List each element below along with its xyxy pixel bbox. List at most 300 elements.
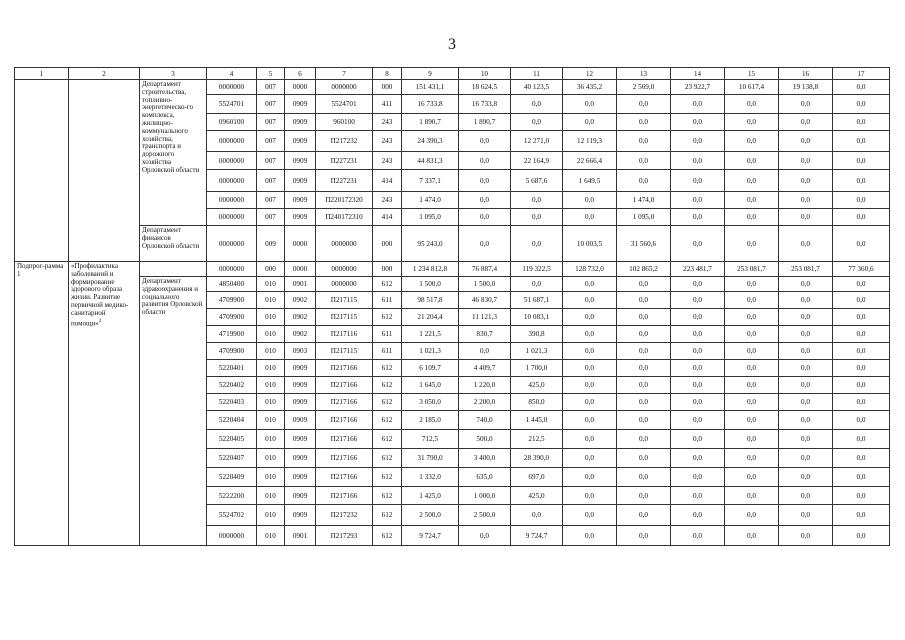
table-cell: 0,0	[563, 411, 617, 430]
header-row	[15, 68, 890, 80]
table-cell: 17	[833, 68, 890, 80]
table-cell: 2	[69, 68, 140, 80]
table-cell: 14	[671, 68, 725, 80]
table-cell: 0909	[285, 209, 316, 226]
table-cell: 0,0	[459, 170, 511, 192]
table-cell: 0,0	[563, 468, 617, 487]
table-cell: П217116	[316, 326, 373, 343]
table-cell: 243	[373, 131, 402, 152]
table-cell: 0,0	[833, 192, 890, 209]
table-cell: 007	[257, 95, 285, 114]
table-cell: 414	[373, 209, 402, 226]
table-cell: 0,0	[671, 170, 725, 192]
table-cell: 612	[373, 309, 402, 326]
table-cell: 22 164,9	[511, 152, 563, 170]
table-cell: 0,0	[725, 114, 779, 131]
table-cell: 4 409,7	[459, 360, 511, 377]
table-cell: 0,0	[459, 192, 511, 209]
table-cell: 1 021,3	[402, 343, 459, 360]
table-cell: 0,0	[671, 526, 725, 546]
table-cell: 0,0	[617, 292, 671, 309]
table-cell	[140, 262, 207, 277]
table-cell: 0909	[285, 430, 316, 449]
table-cell: 612	[373, 277, 402, 292]
table-cell: 0,0	[617, 487, 671, 505]
table-cell: 1 221,5	[402, 326, 459, 343]
table-cell: 0909	[285, 360, 316, 377]
table-cell: П227231	[316, 152, 373, 170]
table-cell: 4709900	[207, 343, 257, 360]
table-cell: П220172320	[316, 192, 373, 209]
table-cell: 0909	[285, 377, 316, 394]
table-cell: 0,0	[725, 505, 779, 526]
table-cell: 0,0	[511, 277, 563, 292]
table-cell: 13	[617, 68, 671, 80]
table-cell: 243	[373, 114, 402, 131]
table-cell: 0,0	[833, 377, 890, 394]
table-cell: 010	[257, 343, 285, 360]
table-cell: 1 700,0	[511, 360, 563, 377]
table-cell: 0,0	[833, 80, 890, 95]
table-cell: 0,0	[563, 292, 617, 309]
table-cell: 0,0	[833, 114, 890, 131]
table-cell: 000	[373, 226, 402, 262]
table-cell: 0,0	[833, 526, 890, 546]
table-cell: 3 050,0	[402, 394, 459, 411]
table-cell: 0,0	[779, 526, 833, 546]
table-cell: 0909	[285, 394, 316, 411]
page-number: 3	[448, 36, 456, 53]
table-cell: 0,0	[671, 394, 725, 411]
table-cell: 612	[373, 526, 402, 546]
table-row	[15, 80, 890, 95]
table-cell: 0,0	[671, 95, 725, 114]
table-cell: П217166	[316, 487, 373, 505]
subprogram-label: Подпрог-рамма 1	[15, 262, 69, 546]
table-cell: 10 003,5	[563, 226, 617, 262]
table-cell: 1 095,0	[617, 209, 671, 226]
table-cell: 0,0	[833, 430, 890, 449]
table-cell: П227231	[316, 170, 373, 192]
table-cell: 0,0	[779, 449, 833, 468]
table-cell: 16 733,8	[402, 95, 459, 114]
table-cell: 0,0	[671, 226, 725, 262]
table-cell: 425,0	[511, 487, 563, 505]
table-cell: 007	[257, 152, 285, 170]
table-cell: 0,0	[563, 360, 617, 377]
table-cell: 0,0	[671, 360, 725, 377]
table-cell: 010	[257, 326, 285, 343]
table-cell: 1 500,0	[459, 277, 511, 292]
table-cell: 1 425,0	[402, 487, 459, 505]
table-cell: 0,0	[725, 449, 779, 468]
table-cell: 0,0	[563, 487, 617, 505]
table-cell: 0,0	[617, 468, 671, 487]
table-cell: 2 569,0	[617, 80, 671, 95]
table-cell: 0,0	[617, 343, 671, 360]
table-cell: 390,8	[511, 326, 563, 343]
table-cell: 0,0	[459, 343, 511, 360]
table-cell: 0000000	[207, 226, 257, 262]
table-cell: 0,0	[617, 131, 671, 152]
table-cell: 612	[373, 394, 402, 411]
table-cell: 0,0	[779, 192, 833, 209]
table-cell: 0909	[285, 95, 316, 114]
table-cell: 0,0	[779, 505, 833, 526]
table-cell: 0,0	[779, 360, 833, 377]
table-cell: 010	[257, 277, 285, 292]
table-cell: 0,0	[617, 95, 671, 114]
table-cell: 0902	[285, 292, 316, 309]
table-cell: 0,0	[833, 131, 890, 152]
table-cell: 1 474,0	[617, 192, 671, 209]
table-cell: 0909	[285, 114, 316, 131]
table-cell: 010	[257, 526, 285, 546]
table-cell: 0,0	[511, 209, 563, 226]
table-cell: 0,0	[459, 526, 511, 546]
table-cell: 0,0	[671, 430, 725, 449]
table-cell: 0,0	[725, 292, 779, 309]
table-cell: 009	[257, 226, 285, 262]
table-cell: 007	[257, 170, 285, 192]
table-cell: 0,0	[779, 411, 833, 430]
table-cell: 2 200,0	[459, 394, 511, 411]
table-cell: 0,0	[617, 170, 671, 192]
table-cell: 712,5	[402, 430, 459, 449]
table-cell: 4709900	[207, 309, 257, 326]
table-cell: 22 666,4	[563, 152, 617, 170]
table-cell: 0,0	[779, 152, 833, 170]
table-cell: 4709900	[207, 292, 257, 309]
table-cell: 0909	[285, 468, 316, 487]
table-cell: 010	[257, 468, 285, 487]
table-cell: 1 474,0	[402, 192, 459, 209]
table-cell: 128 732,0	[563, 262, 617, 277]
table-cell: 960100	[316, 114, 373, 131]
table-cell: 223 481,7	[671, 262, 725, 277]
table-cell: 0,0	[779, 114, 833, 131]
table-cell: 0000000	[207, 192, 257, 209]
table-cell: 11	[511, 68, 563, 80]
table-cell: П217166	[316, 411, 373, 430]
table-cell: 0,0	[833, 411, 890, 430]
table-cell: 10 617,4	[725, 80, 779, 95]
table-cell: 0,0	[671, 309, 725, 326]
table-cell: 0,0	[563, 326, 617, 343]
table-cell: 0,0	[725, 209, 779, 226]
table-cell: 0,0	[779, 95, 833, 114]
table-cell: 0,0	[563, 343, 617, 360]
table-cell: 0,0	[725, 343, 779, 360]
table-cell: 0,0	[459, 209, 511, 226]
table-cell: 0,0	[833, 343, 890, 360]
table-cell: 5 687,6	[511, 170, 563, 192]
table-cell: П217166	[316, 394, 373, 411]
table-cell: 007	[257, 114, 285, 131]
subprogram-name	[69, 262, 140, 546]
table-cell: П217232	[316, 505, 373, 526]
table-cell: 3	[140, 68, 207, 80]
table-cell: 0909	[285, 170, 316, 192]
table-cell: 253 081,7	[725, 262, 779, 277]
table-cell: 0,0	[833, 226, 890, 262]
table-cell: П217232	[316, 131, 373, 152]
table-cell: 5524701	[316, 95, 373, 114]
table-cell: 612	[373, 468, 402, 487]
table-cell: 0,0	[617, 411, 671, 430]
table-cell: 0,0	[511, 505, 563, 526]
table-cell: 0,0	[459, 226, 511, 262]
table-cell: 0000	[285, 80, 316, 95]
table-cell: 0000000	[316, 226, 373, 262]
subprogram-name-text: «Профилактика заболеваний и формирование здорового образа жизни. Развитие первичной медико-санитарной помощи»	[71, 262, 129, 327]
table-cell: 612	[373, 411, 402, 430]
table-cell: 010	[257, 430, 285, 449]
table-cell: 000	[373, 262, 402, 277]
table-cell: 0,0	[779, 170, 833, 192]
table-cell: 0,0	[833, 360, 890, 377]
table-cell: 9	[402, 68, 459, 80]
table-cell: 4850400	[207, 277, 257, 292]
table-cell: 697,0	[511, 468, 563, 487]
table-cell: 36 435,2	[563, 80, 617, 95]
table-cell: 1 332,0	[402, 468, 459, 487]
table-cell: 76 887,4	[459, 262, 511, 277]
table-cell: 0909	[285, 487, 316, 505]
table-cell: 612	[373, 360, 402, 377]
table-body	[15, 68, 890, 546]
table-cell: 0,0	[833, 487, 890, 505]
table-cell: 000	[257, 262, 285, 277]
table-cell: 0,0	[725, 430, 779, 449]
table-cell: 1 220,0	[459, 377, 511, 394]
table-cell: 0,0	[833, 449, 890, 468]
table-cell: 010	[257, 292, 285, 309]
table-cell: П240172310	[316, 209, 373, 226]
table-cell: 0,0	[563, 309, 617, 326]
table-cell: 0000000	[316, 80, 373, 95]
table-cell: 0000000	[207, 526, 257, 546]
table-cell: 21 204,4	[402, 309, 459, 326]
table-cell: 612	[373, 487, 402, 505]
table-cell: 0,0	[779, 430, 833, 449]
table-cell: 0,0	[671, 152, 725, 170]
table-cell: 0,0	[511, 226, 563, 262]
table-cell: 0,0	[459, 131, 511, 152]
table-cell: 51 687,1	[511, 292, 563, 309]
table-cell: 010	[257, 360, 285, 377]
table-cell: 5222200	[207, 487, 257, 505]
table-cell	[15, 80, 69, 262]
table-cell: П217115	[316, 292, 373, 309]
table-cell: 24 390,3	[402, 131, 459, 152]
table-cell: 0,0	[617, 152, 671, 170]
table-cell: 010	[257, 394, 285, 411]
table-cell: 850,0	[511, 394, 563, 411]
table-cell: 000	[373, 80, 402, 95]
table-cell: П217166	[316, 377, 373, 394]
table-cell: 2 500,0	[459, 505, 511, 526]
table-cell: 5220401	[207, 360, 257, 377]
table-cell: 612	[373, 430, 402, 449]
table-cell: 0,0	[725, 394, 779, 411]
table-cell: 31 560,6	[617, 226, 671, 262]
table-cell: 212,5	[511, 430, 563, 449]
table-cell: 18 624,5	[459, 80, 511, 95]
table-cell: 0,0	[725, 131, 779, 152]
table-cell: 0,0	[779, 394, 833, 411]
table-cell: 12	[563, 68, 617, 80]
table-cell: 0,0	[563, 114, 617, 131]
budget-table	[14, 67, 890, 546]
table-cell	[69, 80, 140, 262]
table-cell: 0,0	[671, 277, 725, 292]
table-cell: 1 649,5	[563, 170, 617, 192]
table-cell: 10	[459, 68, 511, 80]
table-cell: 1 500,0	[402, 277, 459, 292]
table-cell: 0,0	[563, 95, 617, 114]
table-cell: 0,0	[617, 360, 671, 377]
table-cell: 007	[257, 80, 285, 95]
table-cell: 0,0	[833, 326, 890, 343]
table-cell: 5220403	[207, 394, 257, 411]
table-cell: 0,0	[511, 114, 563, 131]
table-cell: 28 390,0	[511, 449, 563, 468]
table-cell: 0,0	[671, 292, 725, 309]
table-cell: 40 123,5	[511, 80, 563, 95]
table-cell: 5524701	[207, 95, 257, 114]
table-cell: 0,0	[779, 468, 833, 487]
table-cell: 0000000	[207, 80, 257, 95]
table-cell: П217166	[316, 360, 373, 377]
table-cell: 9 724,7	[511, 526, 563, 546]
table-cell: 0,0	[833, 277, 890, 292]
table-cell: 4	[207, 68, 257, 80]
table-cell: 77 360,6	[833, 262, 890, 277]
table-cell: 611	[373, 343, 402, 360]
table-cell: 0902	[285, 326, 316, 343]
table-cell: 0,0	[779, 326, 833, 343]
table-cell: 0,0	[725, 468, 779, 487]
table-cell: 0901	[285, 277, 316, 292]
table-cell: 0901	[285, 526, 316, 546]
table-cell: 0,0	[725, 192, 779, 209]
table-cell: 0,0	[617, 309, 671, 326]
table-cell: 414	[373, 170, 402, 192]
table-cell: 10 083,1	[511, 309, 563, 326]
table-cell: 0,0	[617, 326, 671, 343]
table-cell: 0,0	[671, 449, 725, 468]
table-cell: 6 109,7	[402, 360, 459, 377]
table-cell: 0,0	[779, 226, 833, 262]
table-cell: 0,0	[671, 505, 725, 526]
table-cell: 2 185,0	[402, 411, 459, 430]
table-cell: 0000000	[207, 209, 257, 226]
table-cell: 0,0	[725, 377, 779, 394]
table-row	[15, 226, 890, 262]
table-cell: 010	[257, 411, 285, 430]
table-cell: 0,0	[833, 152, 890, 170]
table-cell: 0,0	[617, 526, 671, 546]
table-cell: 5	[257, 68, 285, 80]
table-cell: 119 322,5	[511, 262, 563, 277]
table-cell: 0000000	[207, 262, 257, 277]
table-cell: 7	[316, 68, 373, 80]
table-cell: 8	[373, 68, 402, 80]
department-name: Департамент здравоохранения и социального развития Орловской области	[140, 277, 207, 546]
table-cell: 7 337,1	[402, 170, 459, 192]
table-cell: 1 445,0	[511, 411, 563, 430]
table-cell: 9 724,7	[402, 526, 459, 546]
table-cell: 0,0	[779, 209, 833, 226]
table-cell: 0909	[285, 449, 316, 468]
subprogram-total-row	[15, 262, 890, 277]
table-cell: 0,0	[725, 95, 779, 114]
table-cell: 0,0	[563, 192, 617, 209]
table-cell: 411	[373, 95, 402, 114]
table-cell: 2 500,0	[402, 505, 459, 526]
table-cell: 1	[15, 68, 69, 80]
footnote-marker: 2	[98, 318, 102, 324]
table-cell: 0,0	[563, 430, 617, 449]
table-cell: 0,0	[671, 131, 725, 152]
table-cell: 1 000,0	[459, 487, 511, 505]
table-cell: 12 271,0	[511, 131, 563, 152]
table-cell: 500,0	[459, 430, 511, 449]
table-cell: 0909	[285, 411, 316, 430]
table-cell: 5220407	[207, 449, 257, 468]
table-cell: 0960100	[207, 114, 257, 131]
table-cell: 0,0	[833, 505, 890, 526]
table-cell: 0,0	[671, 411, 725, 430]
table-cell: 16	[779, 68, 833, 80]
table-cell: 98 517,8	[402, 292, 459, 309]
table-cell: 0,0	[617, 394, 671, 411]
table-cell: 12 119,3	[563, 131, 617, 152]
table-cell: 5220405	[207, 430, 257, 449]
table-cell: 0,0	[511, 192, 563, 209]
table-cell: 0,0	[671, 487, 725, 505]
table-cell: 0,0	[511, 95, 563, 114]
table-cell: 0,0	[671, 343, 725, 360]
table-cell: П217293	[316, 526, 373, 546]
table-cell: 0000	[285, 226, 316, 262]
table-cell: 46 830,7	[459, 292, 511, 309]
table-cell: 010	[257, 449, 285, 468]
table-cell: 1 890,7	[402, 114, 459, 131]
table-cell: 0,0	[617, 114, 671, 131]
table-cell: 44 831,3	[402, 152, 459, 170]
table-cell: 0,0	[563, 505, 617, 526]
table-cell: 1 095,0	[402, 209, 459, 226]
table-cell: 007	[257, 192, 285, 209]
table-cell: 0903	[285, 343, 316, 360]
table-cell: 0,0	[833, 468, 890, 487]
table-cell: 253 081,7	[779, 262, 833, 277]
department-name: Департамент строительства, топливно-энергетическо-го комплекса, жилищно-коммунального хозяйства, транспорта и дорожного хозяйства Орловской области	[140, 80, 207, 226]
table-cell: 0,0	[617, 377, 671, 394]
table-cell: 16 733,8	[459, 95, 511, 114]
table-cell: 0909	[285, 131, 316, 152]
table-cell: 0909	[285, 505, 316, 526]
table-cell: 0,0	[725, 309, 779, 326]
table-cell: 0,0	[459, 152, 511, 170]
table-cell: 5220404	[207, 411, 257, 430]
table-cell: П217115	[316, 343, 373, 360]
table-cell: 0,0	[617, 277, 671, 292]
table-cell: 95 243,0	[402, 226, 459, 262]
table-cell: 0,0	[617, 449, 671, 468]
